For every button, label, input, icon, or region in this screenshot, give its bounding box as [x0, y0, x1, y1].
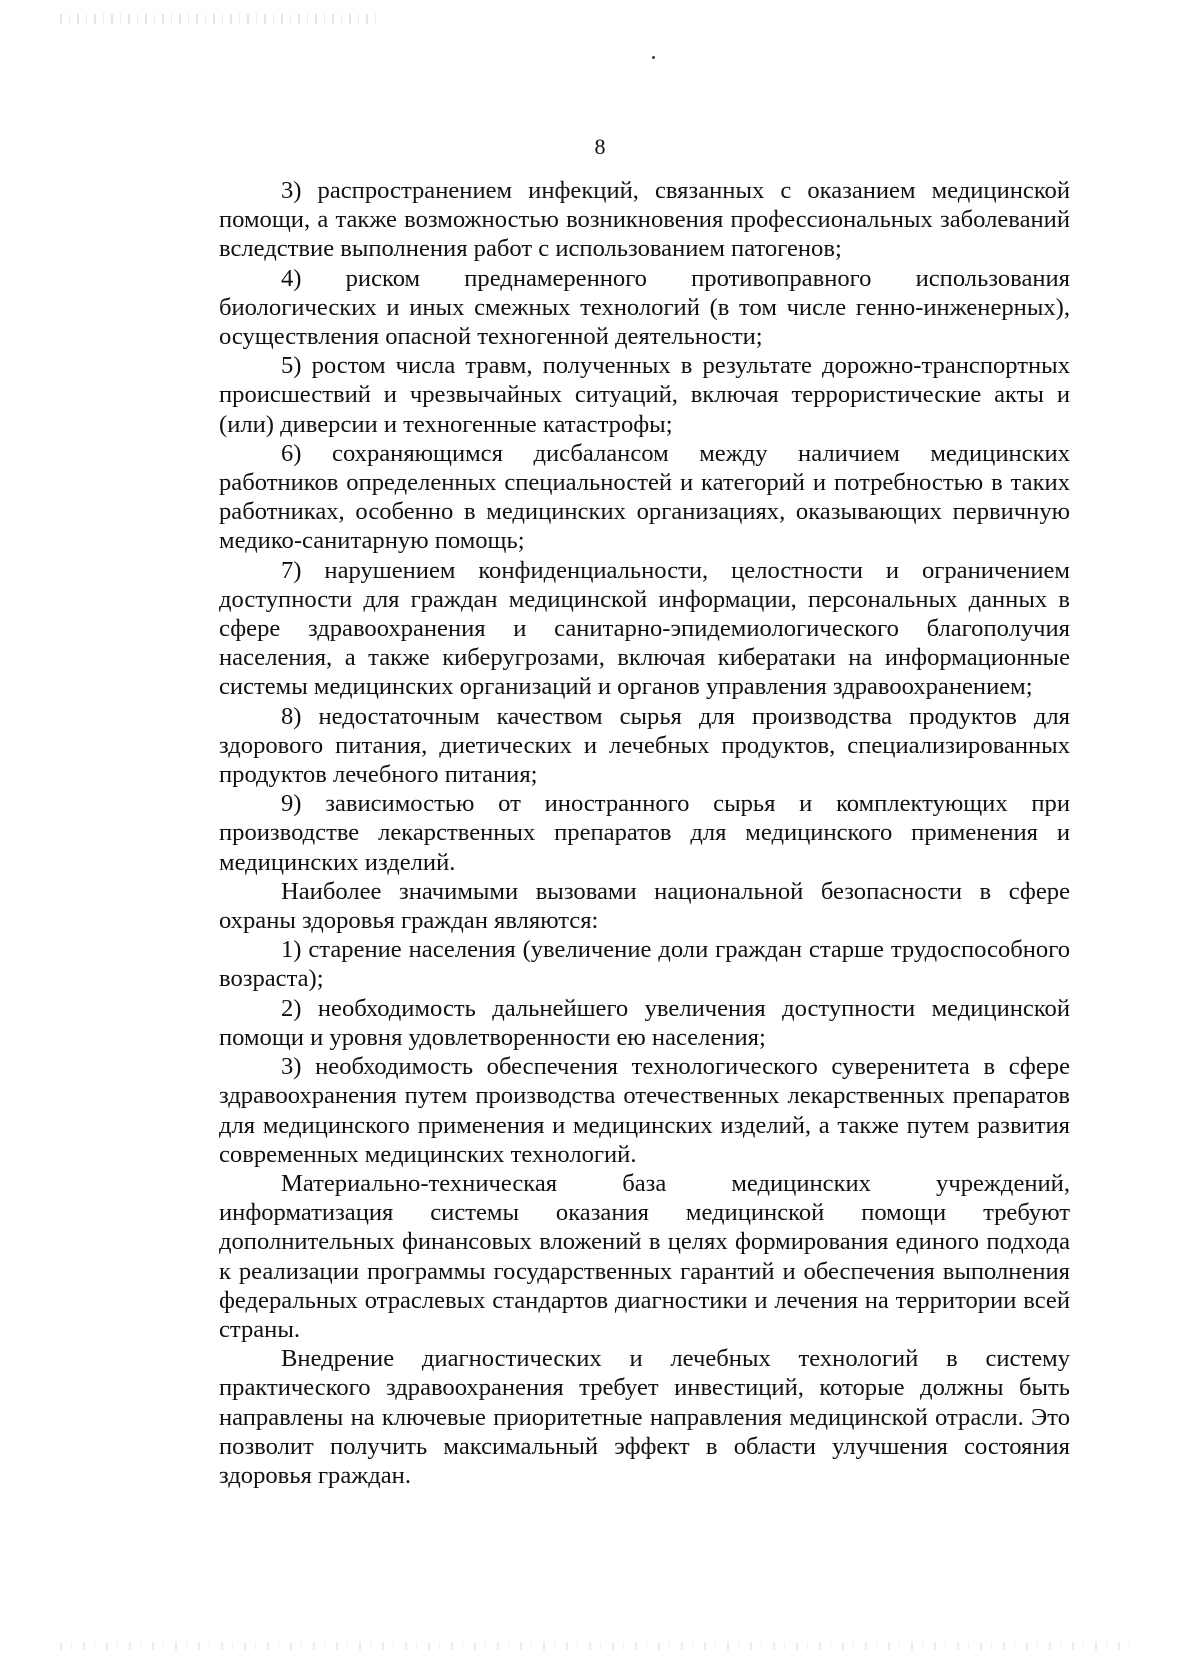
- paragraph-item-8-raw-materials: 8) недостаточным качеством сырья для производства продуктов для здорового питания, диетических и лечебных продуктов, специализированных продуктов лечебного питания;: [219, 702, 1070, 789]
- paragraph-challenge-3-sovereignty: 3) необходимость обеспечения технологического суверенитета в сфере здравоохранения путем производства отечественных лекарственных препаратов для медицинского применения и медицинских изделий, а также путем развития современных медицинских технологий.: [219, 1053, 1070, 1168]
- paragraph-item-7-confidentiality: 7) нарушением конфиденциальности, целостности и ограничением доступности для граждан медицинской информации, персональных данных в сфере здравоохранения и санитарно-эпидемиологического благополучия населения, а также киберугрозами, включая кибератаки на информационные системы медицинских организаций и органов управления здравоохранением;: [219, 556, 1070, 701]
- paragraph-item-9-foreign-dependency: 9) зависимостью от иностранного сырья и комплектующих при производстве лекарственных препаратов для медицинского применения и медицинских изделий.: [219, 790, 1070, 876]
- paragraph-challenge-1-aging: 1) старение населения (увеличение доли граждан старше трудоспособного возраста);: [219, 936, 1070, 993]
- paragraph-challenge-2-accessibility: 2) необходимость дальнейшего увеличения доступности медицинской помощи и уровня удовлетворенности ею населения;: [219, 994, 1070, 1051]
- paragraph-item-3-infections: 3) распространением инфекций, связанных с оказанием медицинской помощи, а также возможностью возникновения профессиональных заболеваний вследствие выполнения работ с использованием патогенов;: [219, 177, 1070, 263]
- paragraph-item-6-staff-imbalance: 6) сохраняющимся дисбалансом между наличием медицинских работников определенных специальностей и категорий и потребностью в таких работниках, особенно в медицинских организациях, оказывающих первичную медико-санитарную помощь;: [219, 439, 1070, 555]
- page-number: 8: [594, 134, 606, 159]
- scan-artifact-dot: [652, 56, 655, 59]
- paragraph-material-base: Материально-техническая база медицинских учреждений, информатизация системы оказания медицинской помощи требуют дополнительных финансовых вложений в целях формирования единого подхода к реализации программы государственных гарантий и обеспечения выполнения федеральных отраслевых стандартов диагностики и лечения на территории всей страны.: [219, 1169, 1070, 1343]
- scan-artifact-top: [60, 14, 380, 24]
- document-body: [219, 176, 1070, 1490]
- paragraph-item-4-technology-misuse: 4) риском преднамеренного противоправного использования биологических и иных смежных технологий (в том числе генно-инженерных), осуществления опасной техногенной деятельности;: [219, 264, 1070, 351]
- paragraph-challenges-intro: Наиболее значимыми вызовами национальной безопасности в сфере охраны здоровья граждан являются:: [219, 877, 1070, 935]
- paragraph-technology-implementation: Внедрение диагностических и лечебных технологий в систему практического здравоохранения требует инвестиций, которые должны быть направлены на ключевые приоритетные направления медицинской отрасли. Это позволит получить максимальный эффект в области улучшения состояния здоровья граждан.: [219, 1345, 1070, 1489]
- scan-artifact-bottom: [60, 1642, 1140, 1650]
- paragraph-item-5-injuries: 5) ростом числа травм, полученных в результате дорожно-транспортных происшествий и чрезвычайных ситуаций, включая террористические акты и (или) диверсии и техногенные катастрофы;: [219, 352, 1070, 438]
